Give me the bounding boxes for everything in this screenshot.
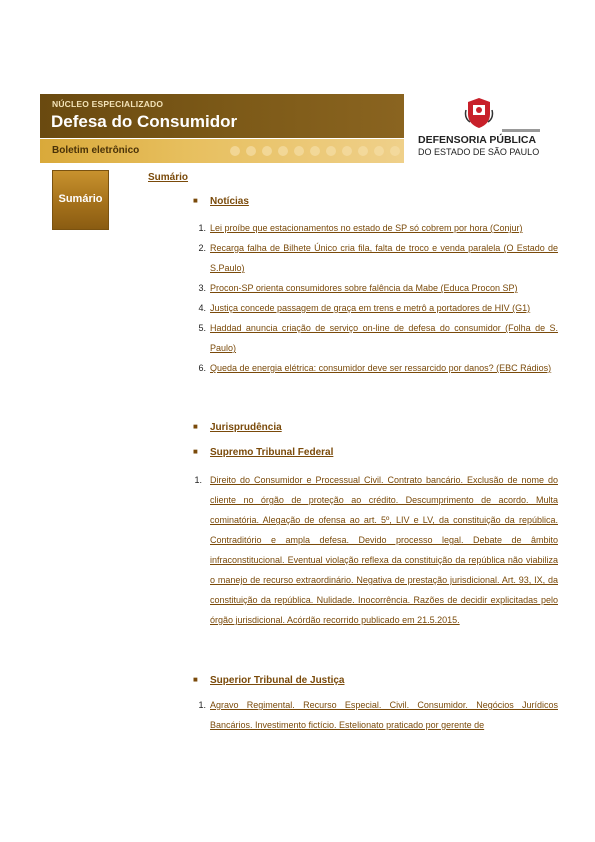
decorative-dot bbox=[230, 146, 240, 156]
decorative-dot bbox=[262, 146, 272, 156]
logo-line-1: DEFENSORIA PÚBLICA bbox=[418, 134, 537, 146]
decorative-dot bbox=[246, 146, 256, 156]
header-subtitle-bar bbox=[40, 139, 404, 163]
bullet-icon: ■ bbox=[193, 196, 198, 205]
header-title: Defesa do Consumidor bbox=[51, 112, 238, 131]
list-item[interactable] bbox=[190, 278, 558, 298]
news-link[interactable]: Queda de energia elétrica: consumidor deve ser ressarcido por danos? (EBC Rádios) bbox=[210, 363, 552, 373]
news-link[interactable]: Recarga falha de Bilhete Único cria fila, falta de troco e venda paralela (O Estado de S.Paulo) bbox=[210, 243, 558, 273]
decorative-dot bbox=[390, 146, 400, 156]
item-number: 3. bbox=[198, 283, 206, 293]
logo-rule bbox=[502, 129, 540, 132]
case-link[interactable]: Agravo Regimental. Recurso Especial. Civil. Consumidor. Negócios Jurídicos Bancários. Investimento fictício. Estelionato praticado por gerente de bbox=[210, 700, 558, 730]
decorative-dot bbox=[278, 146, 288, 156]
decorative-dot bbox=[342, 146, 352, 156]
item-number: 1. bbox=[198, 700, 206, 710]
news-link[interactable]: Haddad anuncia criação de serviço on-line de defesa do consumidor (Folha de S. Paulo) bbox=[210, 323, 558, 353]
coat-of-arms-icon bbox=[464, 96, 494, 130]
noticias-link[interactable]: Notícias bbox=[210, 196, 249, 207]
list-item[interactable] bbox=[190, 298, 558, 318]
sumario-link[interactable]: Sumário bbox=[148, 172, 189, 183]
section-stf bbox=[193, 447, 333, 458]
news-link[interactable]: Justiça concede passagem de graça em trens e metrô a portadores de HIV (G1) bbox=[210, 303, 531, 313]
list-item[interactable] bbox=[190, 470, 558, 630]
list-item[interactable] bbox=[190, 358, 558, 378]
decorative-dot bbox=[294, 146, 304, 156]
decorative-dot bbox=[326, 146, 336, 156]
list-item[interactable] bbox=[190, 238, 558, 278]
list-item[interactable] bbox=[190, 218, 558, 238]
stj-link[interactable]: Superior Tribunal de Justiça bbox=[210, 675, 345, 686]
item-number: 2. bbox=[198, 243, 206, 253]
section-stj bbox=[193, 675, 344, 686]
header-banner bbox=[40, 94, 404, 138]
header-kicker: NÚCLEO ESPECIALIZADO bbox=[52, 99, 164, 109]
news-link[interactable]: Procon-SP orienta consumidores sobre falência da Mabe (Educa Procon SP) bbox=[210, 283, 518, 293]
decorative-dot bbox=[310, 146, 320, 156]
list-item[interactable] bbox=[190, 695, 558, 735]
stf-link[interactable]: Supremo Tribunal Federal bbox=[210, 447, 334, 458]
item-number: 4. bbox=[198, 303, 206, 313]
item-number: 1. bbox=[194, 475, 202, 485]
section-jurisprudencia bbox=[193, 422, 282, 433]
defensoria-logo bbox=[418, 96, 543, 162]
decorative-dot bbox=[358, 146, 368, 156]
item-number: 5. bbox=[198, 323, 206, 333]
sumario-box bbox=[52, 170, 109, 230]
bullet-icon: ■ bbox=[193, 675, 198, 684]
item-number: 1. bbox=[198, 223, 206, 233]
bullet-icon: ■ bbox=[193, 447, 198, 456]
decorative-dot bbox=[374, 146, 384, 156]
sumario-box-label: Sumário bbox=[58, 193, 103, 205]
section-noticias bbox=[193, 196, 249, 207]
case-link[interactable]: Direito do Consumidor e Processual Civil. Contrato bancário. Exclusão de nome do cliente no órgão de proteção ao crédito. Descumprimento de acordo. Multa cominatória. Alegação de ofensa ao art. 5º, LIV e LV, da constituição da república. Contraditório e ampla defesa. Devido processo legal. Debate de âmbito infraconstitucional. Eventual violação reflexa da constituição da república não viabiliza o manejo de recurso extraordinário. Negativa de prestação jurisdicional. Art. 93, IX, da constituição da república. Nulidade. Inocorrência. Razões de decidir explicitadas pelo órgão jurisdicional. Acórdão recorrido publicado em 21.5.2015. bbox=[210, 475, 558, 625]
list-item[interactable] bbox=[190, 318, 558, 358]
item-number: 6. bbox=[198, 363, 206, 373]
jurisprudencia-link[interactable]: Jurisprudência bbox=[210, 422, 282, 433]
logo-line-2: DO ESTADO DE SÃO PAULO bbox=[418, 147, 540, 157]
bullet-icon: ■ bbox=[193, 422, 198, 431]
news-link[interactable]: Lei proíbe que estacionamentos no estado de SP só cobrem por hora (Conjur) bbox=[210, 223, 523, 233]
header-subtitle: Boletim eletrônico bbox=[52, 145, 140, 156]
